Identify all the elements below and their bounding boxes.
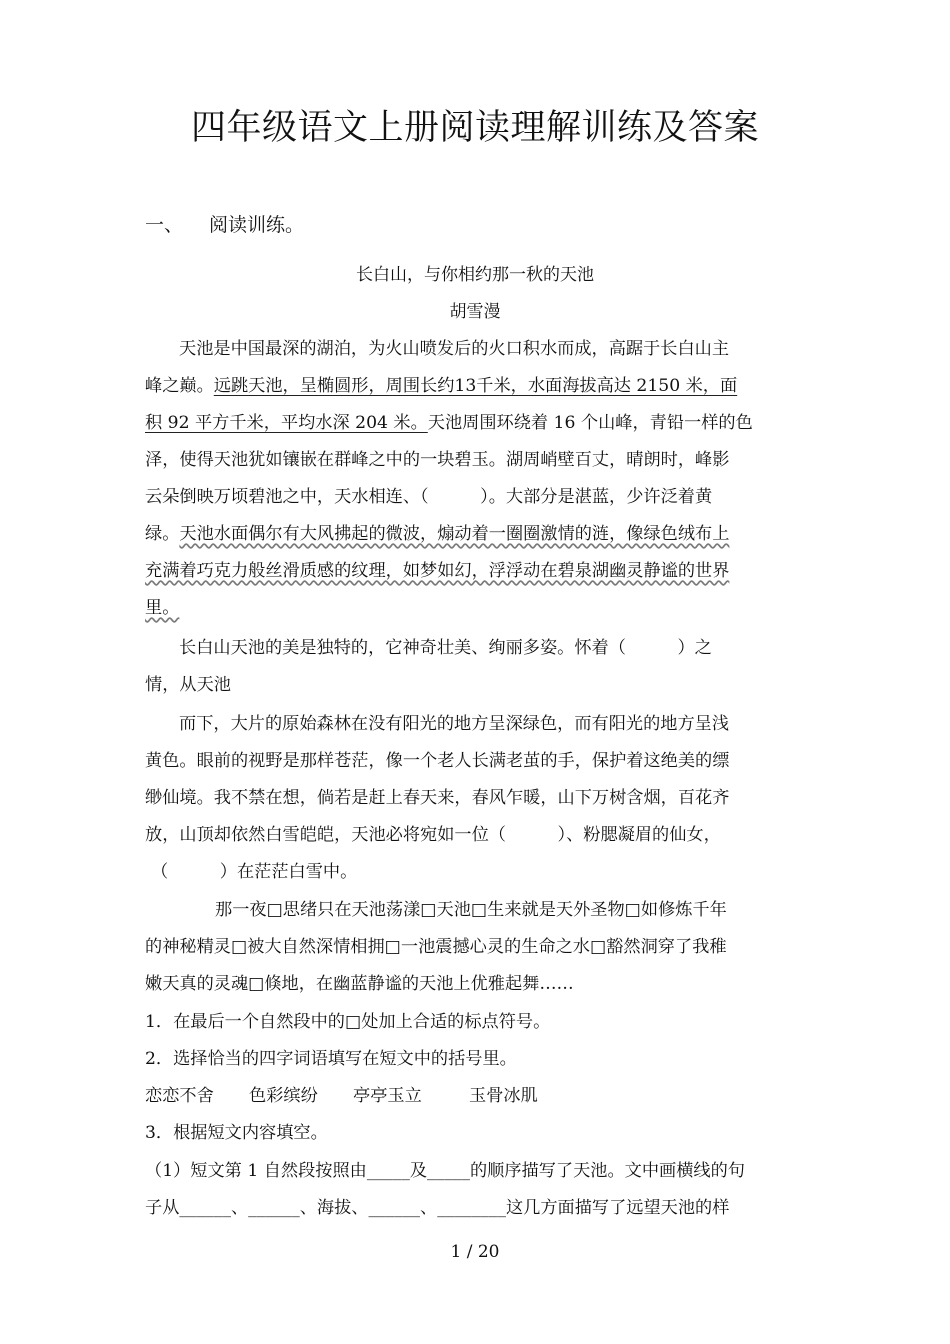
paragraph-line: 而下，大片的原始森林在没有阳光的地方呈深绿色，而有阳光的地方呈浅 (179, 714, 730, 734)
paragraph-line: 黄色。眼前的视野是那样苍茫，像一个老人长满老茧的手，保护着这绝美的缥 (145, 751, 730, 771)
paragraph-line (145, 519, 805, 544)
paragraph-line (145, 593, 805, 618)
question-3-1-continued: 子从______、______、海拔、______、________这几方面描写了远望天池的样 (145, 1198, 730, 1218)
paragraph-line: 云朵倒映万顷碧池之中，天水相连、（ ）。大部分是湛蓝，少许泛着黄 (145, 487, 713, 507)
wavy-underlined-sentence: 天池水面偶尔有大风拂起的微波，煽动着一圈圈激情的涟，像绿色绒布上 (179, 524, 730, 544)
paragraph-line: 缈仙境。我不禁在想，倘若是赶上春天来，春风乍暖，山下万树含烟，百花齐 (145, 788, 730, 808)
section-label: 阅读训练。 (209, 214, 305, 236)
underlined-sentence: 远跳天池，呈椭圆形，周围长约13千米，水面海拔高达 2150 米，面 (213, 376, 738, 396)
question-3: 3．根据短文内容填空。 (145, 1123, 328, 1143)
section-number: 一、 (145, 214, 184, 236)
paragraph-line (145, 408, 805, 433)
article-title: 长白山，与你相约那一秋的天池 (356, 265, 594, 285)
paragraph-line (145, 556, 805, 581)
section-heading (145, 210, 304, 237)
paragraph-line: 长白山天池的美是独特的，它神奇壮美、绚丽多姿。怀着（ ）之 (179, 638, 712, 658)
word-choice: 亭亭玉立 (353, 1086, 422, 1106)
paragraph-line: 嫩天真的灵魂□倏地，在幽蓝静谧的天池上优雅起舞…… (145, 974, 574, 994)
page-number: 1 / 20 (450, 1242, 500, 1262)
paragraph-line: 的神秘精灵□被大自然深情相拥□一池震撼心灵的生命之水□豁然洞穿了我稚 (145, 937, 727, 957)
text-run: 绿。 (145, 524, 180, 544)
underlined-sentence: 积 92 平方千米，平均水深 204 米。 (145, 413, 428, 433)
article-author: 胡雪漫 (449, 302, 501, 322)
paragraph-line: 情，从天池 (145, 675, 231, 695)
wavy-underlined-sentence: 里。 (145, 598, 180, 618)
paragraph-line: 天池是中国最深的湖泊，为火山喷发后的火口积水而成，高踞于长白山主 (179, 339, 730, 359)
paragraph-line (145, 371, 805, 396)
wavy-underlined-sentence: 充满着巧克力般丝滑质感的纹理，如梦如幻，浮浮动在碧泉湖幽灵静谧的世界 (145, 561, 730, 581)
question-1: 1．在最后一个自然段中的□处加上合适的标点符号。 (145, 1012, 551, 1032)
paragraph-line: 放，山顶却依然白雪皑皑，天池必将宛如一位（ ）、粉腮凝眉的仙女， (145, 825, 721, 845)
text-run: 峰之巅。 (145, 376, 214, 396)
word-choices (145, 1081, 805, 1106)
question-3-1: （1）短文第 1 自然段按照由_____及_____的顺序描写了天池。文中画横线的句 (145, 1161, 745, 1181)
paragraph-line: 那一夜□思绪只在天池荡漾□天池□生来就是天外圣物□如修炼千年 (215, 900, 727, 920)
paragraph-line: （ ）在茫茫白雪中。 (151, 862, 358, 882)
document-title: 四年级语文上册阅读理解训练及答案 (190, 108, 759, 148)
paragraph-line: 泽，使得天池犹如镶嵌在群峰之中的一块碧玉。湖周峭壁百丈，晴朗时，峰影 (145, 450, 730, 470)
text-run: 天池周围环绕着 16 个山峰，青铅一样的色 (427, 413, 753, 433)
word-choice: 玉骨冰肌 (469, 1086, 538, 1106)
word-choice: 恋恋不舍 (145, 1086, 214, 1106)
word-choice: 色彩缤纷 (249, 1086, 318, 1106)
question-2: 2．选择恰当的四字词语填写在短文中的括号里。 (145, 1049, 517, 1069)
